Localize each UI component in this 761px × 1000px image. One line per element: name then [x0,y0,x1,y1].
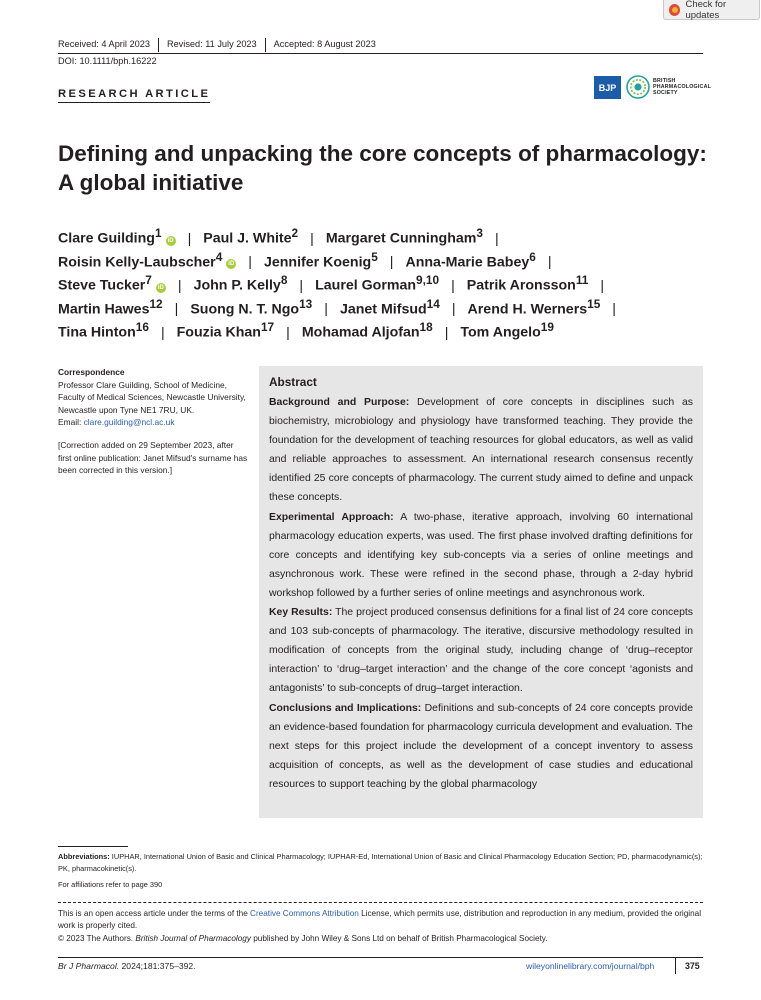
author-separator: | [187,230,192,247]
author-separator: | [451,301,456,318]
footnote-divider [58,846,128,847]
update-icon [669,4,680,16]
correspondence-heading: Correspondence [58,367,125,377]
author-name[interactable]: Jennifer Koenig [263,254,372,271]
author-separator: | [174,301,179,318]
orcid-icon[interactable]: iD [167,237,174,244]
author-line [58,293,708,317]
affiliation-number[interactable]: 11 [575,273,589,287]
accepted-date: Accepted: 8 August 2023 [265,38,384,52]
email-link[interactable]: clare.guilding@ncl.ac.uk [83,417,175,428]
author-separator: | [324,301,328,318]
copyright-line: © 2023 The Authors. British Journal of Pharmacology published by John Wiley & Sons Ltd on behalf of British Pharmacological Society. [58,933,548,943]
affiliation-number[interactable]: 16 [135,320,149,334]
author-separator: | [286,324,290,341]
bps-logo-icon [626,75,650,99]
author-separator: | [248,254,252,271]
header-divider [58,53,703,54]
article-type: RESEARCH ARTICLE [58,88,210,103]
affiliation-number[interactable]: 15 [587,296,601,311]
affiliation-number[interactable]: 7 [145,273,152,287]
article-title: Defining and unpacking the core concepts of pharmacology: A global initiative [58,141,707,195]
correction-note: [Correction added on 29 September 2023, after first online publication: Janet Mifsud's surname has been corrected in this version.] [58,439,248,476]
author-name[interactable]: John P. Kelly [193,277,281,294]
author-separator: | [389,254,394,271]
page-number: 375 [685,961,700,971]
author-separator: | [444,324,449,341]
revised-date: Revised: 11 July 2023 [158,38,265,52]
author-separator: | [451,277,455,294]
received-date: Received: 4 April 2023 [58,39,150,49]
author-name[interactable]: Steve Tucker [58,277,146,294]
affiliation-number[interactable]: 17 [260,320,275,334]
abstract-results: Key Results: The project produced consensus definitions for a final list of 24 core concepts and 103 sub-concepts of pharmacology. The iterative, discursive methodology resulted in modification of concepts from the original study, including change of ‘drug–receptor interaction’ to ‘drug–target interaction’ and the change of the core concept ‘agonists and antagonists’ to sub-concepts of drug–target interaction. [269,607,694,695]
correspondence-address: Professor Clare Guilding, School of Medicine, Faculty of Medical Sciences, Newcastle University, Newcastle upon Tyne NE1 7RU, UK. [58,379,246,415]
author-name[interactable]: Martin Hawes [58,301,150,318]
check-for-updates-label: Check for updates [685,0,727,21]
affiliation-number[interactable]: 19 [540,320,554,334]
journal-site-link[interactable]: wileyonlinelibrary.com/journal/bph [526,961,655,971]
bjp-logo: BJP [594,76,621,99]
author-name[interactable]: Tom Angelo [460,324,541,341]
author-separator: | [547,254,552,271]
license-divider [58,902,703,903]
author-separator: | [299,277,304,294]
author-name[interactable]: Patrik Aronsson [466,277,576,294]
check-for-updates-button[interactable] [663,0,760,20]
correspondence-email-line: Email: clare.guilding@ncl.ac.uk [58,417,175,428]
affiliation-number[interactable]: 14 [426,296,440,311]
affiliation-number[interactable]: 12 [149,296,163,311]
affiliations-note: For affiliations refer to page 390 [58,880,163,889]
author-list [58,222,708,340]
abstract-conclusions: Conclusions and Implications: Definitions and sub-concepts of 24 core concepts provide an evidence-based foundation for pharmacology curricula development and evaluation. The next steps for this project include the development of a concept inventory to assess acquisition of concepts, as well as the development of case studies and educational resources to support teaching by the global pharmacology [269,702,693,790]
author-name[interactable]: Suong N. T. Ngo [190,301,300,318]
author-name[interactable]: Mohamad Aljofan [301,324,420,341]
author-line [58,269,708,293]
page-number-divider [675,957,676,974]
affiliation-number[interactable]: 6 [529,249,536,264]
author-separator: | [160,324,165,341]
affiliation-number[interactable]: 2 [291,226,299,240]
affiliation-number[interactable]: 4 [215,249,223,264]
affiliation-number[interactable]: 5 [371,249,378,264]
orcid-icon[interactable]: iD [228,261,235,268]
author-name[interactable]: Clare Guilding [58,230,155,247]
abstract-approach: Experimental Approach: A two-phase, iterative approach, involving 60 international pharmacology education experts, was used. The first phase involved drafting definitions for core concepts and identifying key sub-concepts via a series of online meetings and asynchronous work. These were refined in the second phase, through a 2-day hybrid workshop followed by a further series of online meetings and asynchronous work. [269,511,694,599]
abstract-heading: Abstract [269,375,317,389]
abstract-background: Background and Purpose: Development of core concepts in disciplines such as biochemistry, microbiology and physiology have transformed teaching. They provide the foundation for the development of teaching resources for global educators, as well as valid and reliable approaches to assessment. An international research consensus recently identified 25 core concepts of pharmacology. The current study aimed to define and unpack these concepts. [269,397,694,504]
author-name[interactable]: Janet Mifsud [339,301,427,318]
author-name[interactable]: Anna-Marie Babey [405,254,530,271]
correspondence-block [58,366,248,477]
author-name[interactable]: Arend H. Werners [467,301,588,318]
journal-citation: Br J Pharmacol. 2024;181:375–392. [58,961,196,971]
affiliation-number[interactable]: 8 [280,273,288,287]
doi[interactable]: DOI: 10.1111/bph.16222 [58,56,157,66]
author-name[interactable]: Margaret Cunningham [325,230,477,247]
author-name[interactable]: Roisin Kelly-Laubscher [58,254,216,271]
author-separator: | [612,301,616,318]
author-name[interactable]: Fouzia Khan [176,324,261,341]
publication-dates [58,38,384,52]
affiliation-number[interactable]: 3 [476,226,483,240]
author-separator: | [600,277,605,294]
abstract-box [259,366,703,818]
author-line [58,246,708,270]
footer-divider [58,957,703,958]
affiliation-number[interactable]: 9,10 [416,273,440,287]
affiliation-number[interactable]: 1 [154,226,162,240]
affiliation-number[interactable]: 13 [299,296,313,311]
author-name[interactable]: Paul J. White [203,230,292,247]
creative-commons-link[interactable]: Creative Commons Attribution [250,909,359,918]
author-separator: | [494,230,499,247]
orcid-icon[interactable]: iD [157,284,164,291]
author-separator: | [177,277,182,294]
bps-logo-text: BRITISH PHARMACOLOGICAL SOCIETY [653,78,712,97]
author-name[interactable]: Laurel Gorman [315,277,417,294]
license-note: This is an open access article under the terms of the Creative Commons Attribution License, which permits use, distribution and reproduction in any medium, provided the original work is properly cited. © 2023 The Authors. British Journal of Pharmacology published by John Wiley & Sons Ltd on behalf of British Pharmacological Society. [58,908,703,945]
author-separator: | [310,230,314,247]
abbreviations-note: Abbreviations: IUPHAR, International Union of Basic and Clinical Pharmacology; IUPHAR-Ed, International Union of Basic and Clinical Pharmacology Education Section; PD, pharmacodynamic(s); PK, pharmacokinetic(s). [58,852,703,873]
author-line [58,222,708,246]
author-name[interactable]: Tina Hinton [58,324,136,341]
affiliation-number[interactable]: 18 [419,320,433,334]
